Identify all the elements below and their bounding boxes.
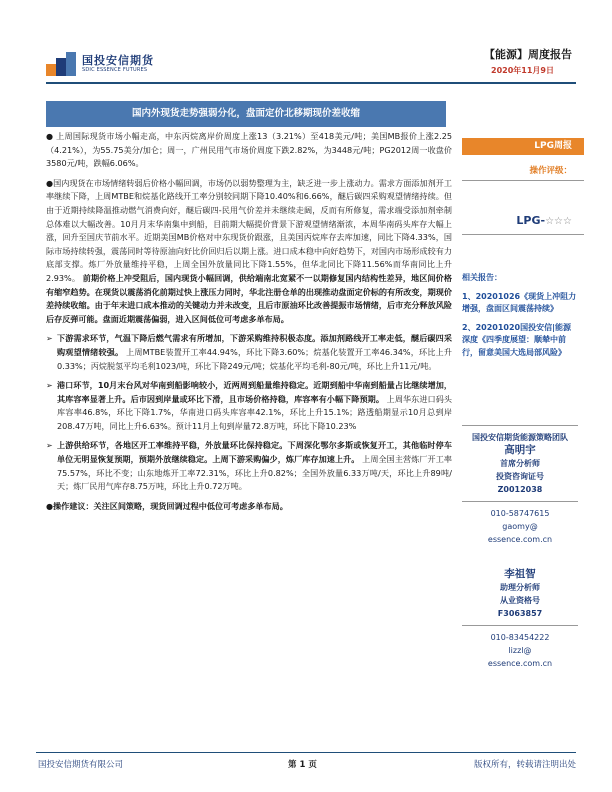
analyst-divider (462, 625, 578, 626)
main-content (46, 130, 452, 519)
analyst-role: 首席分析师 (500, 459, 540, 468)
analysis-conclusion: 前期价格上冲受阻后，国内现货小幅回调，供给端南北宽紧不一以期修复国内结构性差异，地区间价格有缩窄趋势。在现货以震荡消化前期过快上涨压力同时，华北注册仓单的出现推动盘面定价标的有所改变，期现价差持续收缩。由于年末进口成本推动的关键动力并未改变，且后市原油环比改善提振市场情绪，后市充分释放风险后存反弹可能。盘面近期震荡偏弱，进入区间低位可考虑多单布局。 (46, 272, 452, 324)
page-number: 第 1 页 (288, 760, 317, 770)
logo-english-name: SDIC ESSENCE FUTURES (82, 67, 148, 73)
analyst-email-user[interactable]: lizzl@ (508, 646, 532, 655)
analyst-email-user[interactable]: gaomy@ (502, 522, 538, 531)
upstream-text: 上周全国主营炼厂开工率75.57%，环比不变；山东地炼开工率72.31%，环比上升0.82%；全国外放量6.33万吨/天，环比上升89吨/天；炼厂民用气库存8.75万吨，环比上升0.72万吨。 (57, 454, 452, 492)
footer-copyright: 版权所有，转载请注明出处 (473, 760, 576, 770)
analyst-email-domain[interactable]: essence.com.cn (487, 659, 553, 668)
related-reports (462, 272, 578, 365)
arrow-bullet-icon: ➢ (46, 381, 53, 391)
analyst-phone: 010-58747615 (490, 509, 550, 518)
rating-value (462, 214, 572, 227)
rating-product: LPG- (516, 214, 546, 227)
lpg-weekly-tab: LPG周报 (462, 138, 584, 155)
upstream-bullet (46, 439, 452, 493)
analyst-name: 李祖智 (504, 568, 536, 580)
headline-banner: 国内外现货走势强弱分化，盘面定价北移期现价差收缩 (46, 101, 446, 127)
port-bullet (46, 379, 452, 433)
operation-advice: ●操作建议：关注区间策略，现货回调过程中低位可考虑多单布局。 (46, 500, 288, 511)
downstream-bullet (46, 332, 452, 373)
report-date: 2020年11月9日 (491, 66, 554, 75)
market-summary-paragraph: ● 上周国际现货市场小幅走高，中东丙烷离岸价周度上涨13（3.21%）至418美元/吨；美国MB报价上涨2.25（4.21%），为55.75美分/加仑；周一，广州民用气市场价周度下跌2.82%，为3448元/吨；PG2012周一收盘价3580元/吨，跌幅6.06%。 (46, 131, 452, 169)
analyst-cert-number: F3063857 (497, 609, 543, 618)
analyst-phone: 010-83454222 (490, 633, 550, 642)
analyst-cert-number: Z0012038 (497, 485, 543, 494)
port-text: 上周华东进口码头库容率46.8%，环比下降1.7%，华南进口码头库容率42.1%，环比上升15.1%；路透船期显示10月总到岸208.47万吨，同比上升6.63%。预计11月上旬到岸量72.8万吨，环比下降10.23% (57, 393, 452, 431)
related-reports-heading: 相关报告： (462, 273, 502, 282)
footer-company: 国投安信期货有限公司 (38, 760, 124, 770)
arrow-bullet-icon: ➢ (46, 441, 53, 451)
analysis-text: ●国内现货在市场情绪转弱后价格小幅回调，市场仍以弱势整理为主，缺乏进一步上涨动力。需求方面添加剂开工率继续下降，上周MTBE和烷基化路线开工率分别较同期下降10.40%和6.66%，醚后碳四采购观望情绪持续。但由于近期持续降温推动燃气消费向好，醚后碳四-民用气价差并未继续走阔，反而有所修复，需求端受添加剂牵制总体难以大幅改善。10月月末华南集中到船，目前期大幅提价背景下游观望情绪渐浓，本周华南码头库存大幅上涨，回升至国庆节前水平。近期美国MB价格对中东现货价跟涨，且美国丙烷库存去库加速，同比下降4.33%，国际市场持续转强，震荡同时等待原油向好比价回归后以期上涨。进口成本稳中向好趋势下，对国内市场形成较有力底部支撑。炼厂外放量维持平稳，上周全国外放量同比下降1.55%，但华北同比下降11.56%而华南同比上升2.93%。 (46, 177, 452, 283)
header-divider (46, 82, 576, 84)
related-report-link[interactable]: 1、20201026《现货上冲阻力增强，盘面区间震荡持续》 (462, 291, 577, 313)
logo-mark-icon (46, 52, 76, 76)
company-logo (46, 52, 154, 76)
arrow-bullet-icon: ➢ (46, 334, 53, 344)
port-bold: 港口环节，10月末台风对华南到船影响较小，近两周到船量维持稳定。近期到船中华南到船量占比继续增加，其库容率显著上升。后市因到岸量或环比下滑，且市场价格持稳，库容率有小幅下降预期。 (57, 380, 452, 404)
footer-divider (36, 752, 576, 753)
related-report-link[interactable]: 2、20201020国投安信|能源深度《四季度展望：顺辇中前行，留意美国大选局部风险》 (462, 322, 572, 357)
team-divider (462, 425, 578, 426)
rating-divider (462, 180, 584, 181)
analyst-role: 助理分析师 (500, 583, 540, 592)
analysis-paragraph (46, 177, 452, 327)
downstream-text: 上周MTBE装置开工率44.94%，环比下降3.60%；烷基化装置开工率46.34%，环比上升0.33%；丙烷脱氢平均毛利1023/吨，环比下降249元/吨；烷基化平均毛利-80元/吨，环比上升11元/吨。 (57, 346, 453, 371)
team-title: 国投安信期货能源策略团队 (472, 433, 568, 442)
analyst-name: 高明宇 (504, 444, 536, 456)
rating-stars: ☆☆☆ (545, 216, 572, 227)
rating-label: 操作评级： (529, 166, 572, 176)
rating-divider-bottom (462, 234, 584, 235)
analyst-email-domain[interactable]: essence.com.cn (487, 535, 553, 544)
analyst-cert-label: 从业资格号 (500, 596, 540, 605)
logo-name: 国投安信期货 (82, 54, 154, 67)
analyst-divider (462, 501, 578, 502)
analyst-cert-label: 投资咨询证号 (496, 472, 544, 481)
upstream-bold: 上游供给环节，各地区开工率维持平稳，外放量环比保持稳定。下周深化鄂尔多斯或恢复开工，其他临时停车单位无明显恢复预期，预期外放继续稳定。上周下游采购偏少，炼厂库存加速上升。 (57, 440, 452, 465)
downstream-bold: 下游需求环节，气温下降后燃气需求有所增加，下游采购维持积极态度。添加剂路线开工率走低，醚后碳四采购观望情绪较强。 (57, 333, 452, 357)
analyst-team (462, 420, 578, 670)
report-type: 【能源】周度报告 (484, 48, 572, 61)
